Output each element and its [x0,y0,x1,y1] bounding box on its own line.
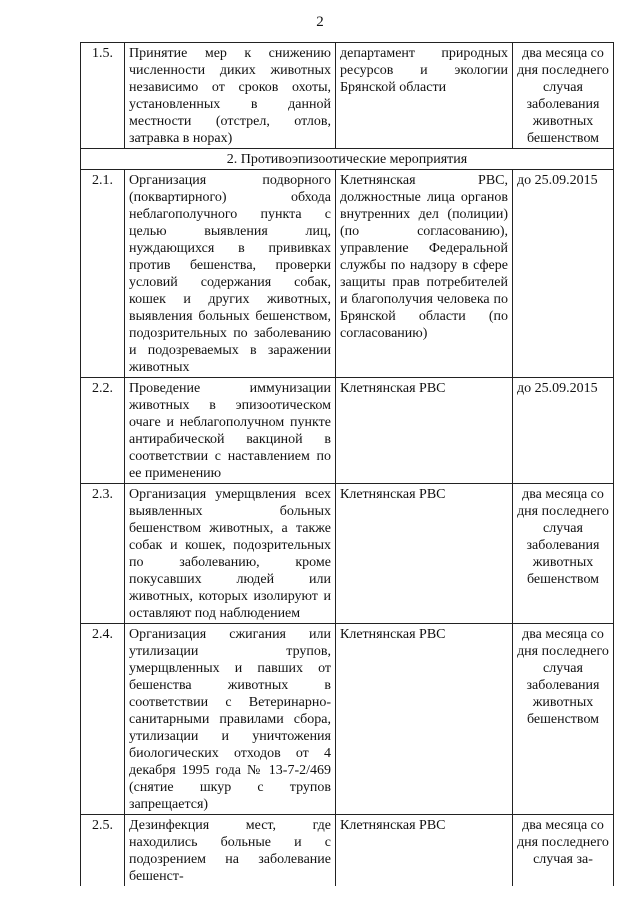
action-cell: Проведение иммунизации животных в эпизоотическом очаге и неблагополучном пункте антирабической вакциной в соответствии с наставлением по ее применению [125,378,336,484]
responsible-cell: Клетнянская РВС [336,484,513,624]
responsible-cell: Клетнянская РВС, должностные лица органов внутренних дел (полиции) (по согласованию), управление Федеральной службы по надзору в сфере защиты прав потребителей и благополучия человека по Брянской области (по согласованию) [336,170,513,378]
responsible-cell: Клетнянская РВС [336,624,513,815]
row-number: 2.3. [81,484,125,624]
table-row [81,624,614,815]
term-cell: два месяца со дня последнего случая за- [513,815,614,887]
measures-table [80,42,614,886]
row-number: 2.5. [81,815,125,887]
table-row [81,815,614,887]
responsible-cell: департамент природных ресурсов и экологии Брянской области [336,43,513,149]
table-row [81,378,614,484]
term-cell: два месяца со дня последнего случая заболевания животных бешенством [513,624,614,815]
row-number: 2.1. [81,170,125,378]
action-cell: Организация сжигания или утилизации трупов, умерщвленных и павших от бешенства животных в соответствии с Ветеринарно-санитарными правилами сбора, утилизации и уничтожения биологических отходов от 4 декабря 1995 года № 13-7-2/469 (снятие шкур с трупов запрещается) [125,624,336,815]
term-cell: до 25.09.2015 [513,378,614,484]
term-cell: два месяца со дня последнего случая заболевания животных бешенством [513,43,614,149]
term-cell: два месяца со дня последнего случая заболевания животных бешенством [513,484,614,624]
responsible-cell: Клетнянская РВС [336,815,513,887]
row-number: 1.5. [81,43,125,149]
page-number: 2 [316,14,324,30]
term-cell: до 25.09.2015 [513,170,614,378]
responsible-cell: Клетнянская РВС [336,378,513,484]
row-number: 2.4. [81,624,125,815]
section-title: 2. Противоэпизоотические мероприятия [81,149,614,170]
action-cell: Организация подворного (поквартирного) обхода неблагополучного пункта с целью выявления лиц, нуждающихся в прививках против бешенства, проверки условий содержания собак, кошек и других животных, выявления больных бешенством, подозрительных по заболеванию и подозреваемых в заражении животных [125,170,336,378]
section-row [81,149,614,170]
table-row [81,484,614,624]
action-cell: Дезинфекция мест, где находились больные и с подозрением на заболевание бешенст- [125,815,336,887]
table-row [81,170,614,378]
row-number: 2.2. [81,378,125,484]
action-cell: Принятие мер к снижению численности диких животных независимо от сроков охоты, установленных в данной местности (отстрел, отлов, затравка в норах) [125,43,336,149]
action-cell: Организация умерщвления всех выявленных больных бешенством животных, а также собак и кошек, подозрительных по заболеванию, кроме покусавших людей или животных, которых изолируют и оставляют под наблюдением [125,484,336,624]
table-row [81,43,614,149]
